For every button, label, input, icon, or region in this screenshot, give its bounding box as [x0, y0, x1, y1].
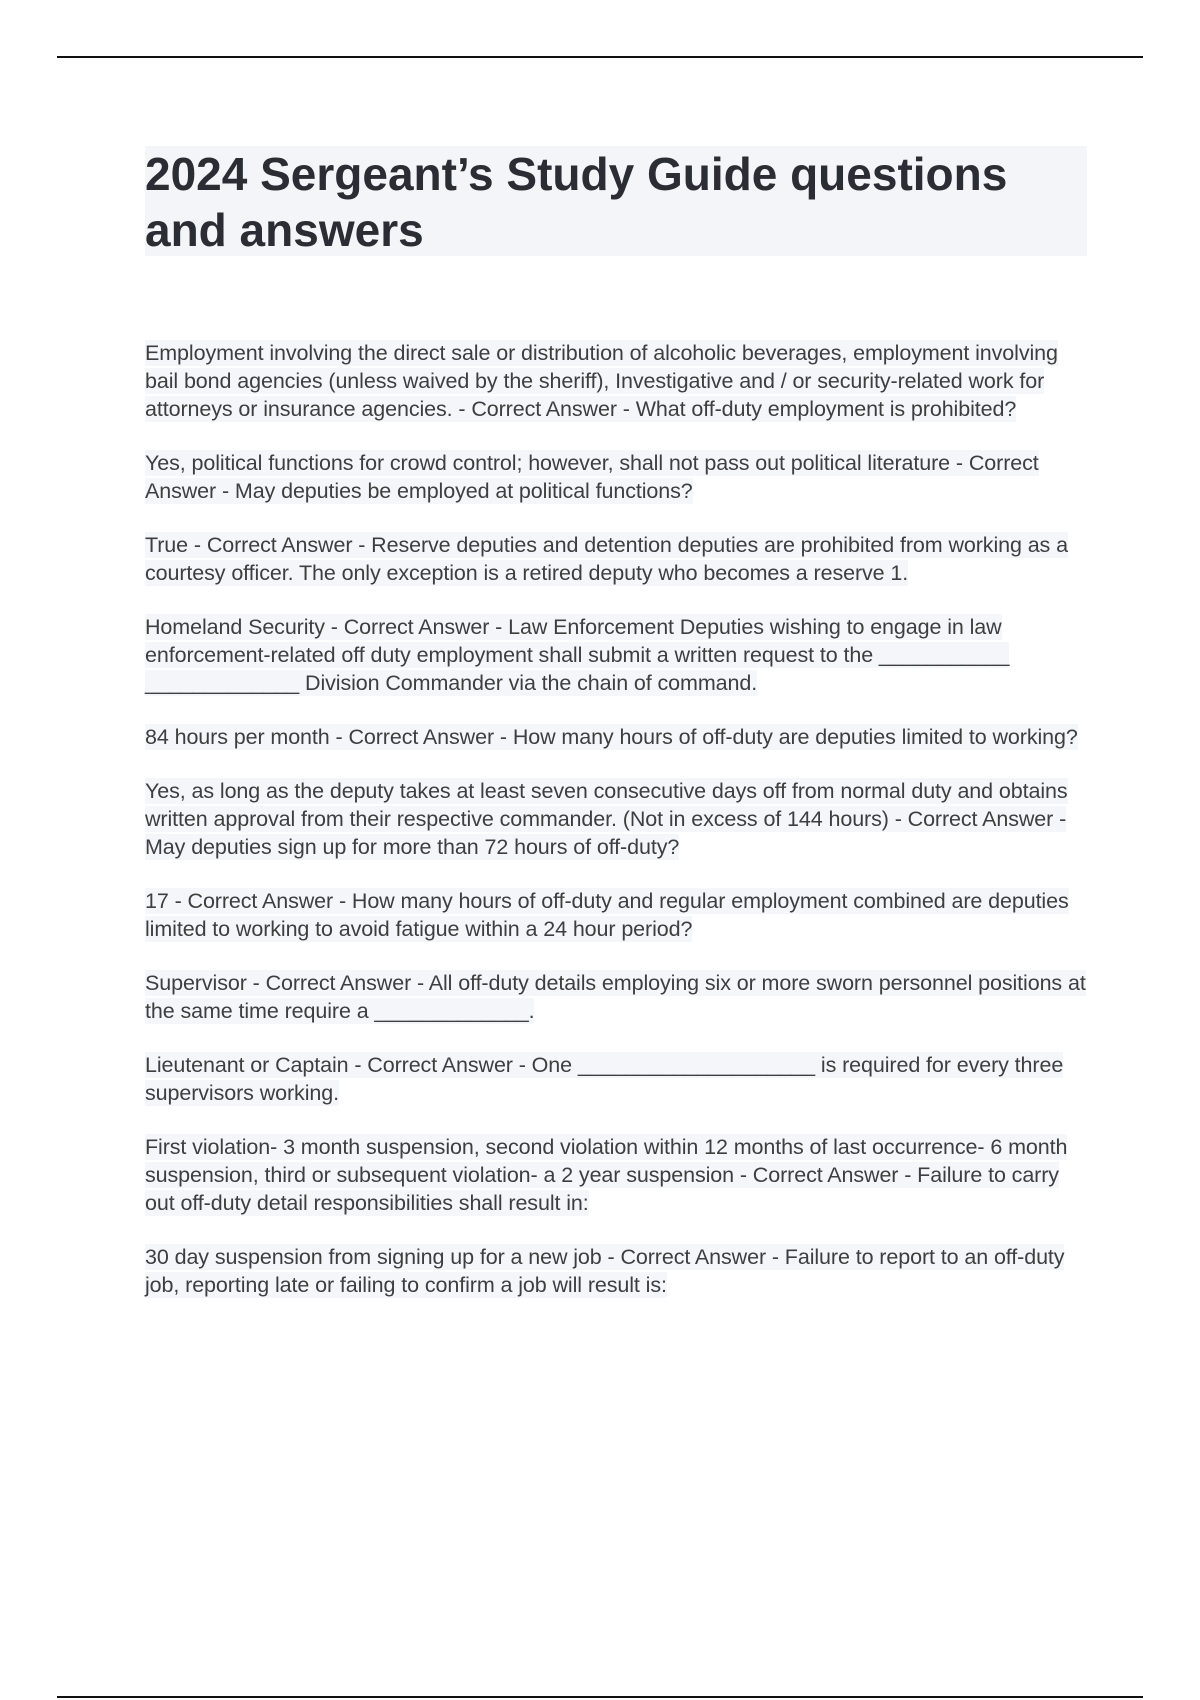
- qa-text: Lieutenant or Captain - Correct Answer - One ____________________ is required for every three supervisors working.: [145, 1053, 1064, 1105]
- qa-item: [145, 723, 1090, 751]
- qa-text: True - Correct Answer - Reserve deputies and detention deputies are prohibited from working as a courtesy officer. The only exception is a retired deputy who becomes a reserve 1.: [145, 533, 1068, 585]
- qa-text: 17 - Correct Answer - How many hours of off-duty and regular employment combined are deputies limited to working to avoid fatigue within a 24 hour period?: [145, 889, 1069, 941]
- qa-item: [145, 887, 1090, 943]
- qa-text: 30 day suspension from signing up for a new job - Correct Answer - Failure to report to an off-duty job, reporting late or failing to confirm a job will result is:: [145, 1245, 1065, 1297]
- page-title: 2024 Sergeant’s Study Guide questions and answers: [145, 148, 1008, 256]
- qa-item: [145, 339, 1090, 423]
- qa-text: 84 hours per month - Correct Answer - How many hours of off-duty are deputies limited to working?: [145, 725, 1078, 749]
- top-rule: [57, 56, 1143, 58]
- qa-item: [145, 613, 1090, 697]
- qa-item: [145, 449, 1090, 505]
- title-block: [145, 146, 1087, 256]
- qa-item: [145, 1051, 1090, 1107]
- qa-item: [145, 1133, 1090, 1217]
- qa-item: [145, 1243, 1090, 1299]
- qa-text: Yes, political functions for crowd control; however, shall not pass out political literature - Correct Answer - May deputies be employed at political functions?: [145, 451, 1039, 503]
- qa-list: [145, 339, 1090, 1325]
- qa-item: [145, 531, 1090, 587]
- qa-text: First violation- 3 month suspension, second violation within 12 months of last occurrence- 6 month suspension, third or subsequent violation- a 2 year suspension - Correct Answer - Failure to carry out off-duty detail responsibilities shall result in:: [145, 1135, 1068, 1215]
- qa-text: Homeland Security - Correct Answer - Law Enforcement Deputies wishing to engage in law enforcement-related off duty employment shall submit a written request to the ___________ _____________ Division Commander via the chain of command.: [145, 615, 1010, 695]
- bottom-rule: [57, 1696, 1143, 1698]
- qa-text: Employment involving the direct sale or distribution of alcoholic beverages, employment involving bail bond agencies (unless waived by the sheriff), Investigative and / or security-related work for attorneys or insurance agencies. - Correct Answer - What off-duty employment is prohibited?: [145, 341, 1058, 421]
- qa-item: [145, 777, 1090, 861]
- qa-item: [145, 969, 1090, 1025]
- qa-text: Supervisor - Correct Answer - All off-duty details employing six or more sworn personnel positions at the same time require a _____________.: [145, 971, 1086, 1023]
- qa-text: Yes, as long as the deputy takes at least seven consecutive days off from normal duty and obtains written approval from their respective commander. (Not in excess of 144 hours) - Correct Answer - May deputies sign up for more than 72 hours of off-duty?: [145, 779, 1068, 859]
